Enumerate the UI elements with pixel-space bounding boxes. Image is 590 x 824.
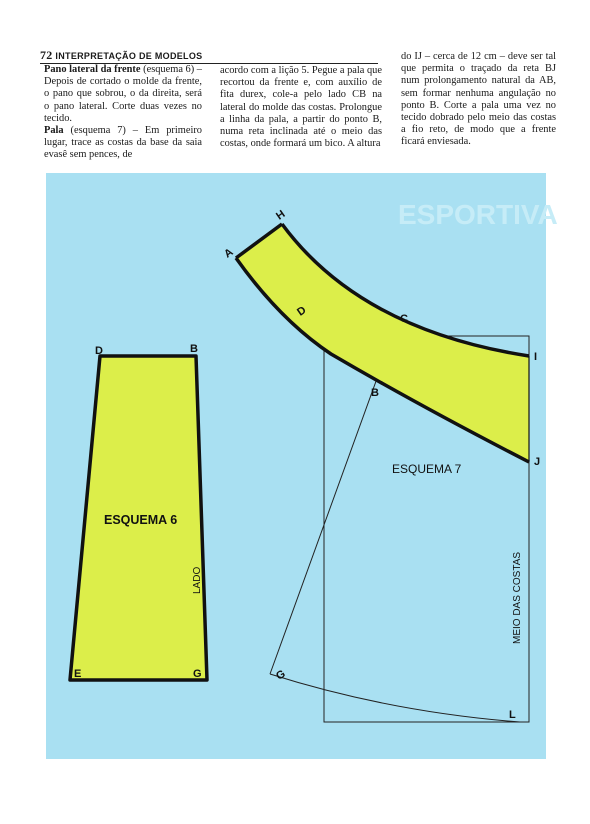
esquema7-point-I: I [534,351,538,363]
esquema7-point-L: L [509,709,516,721]
esquema7-side-label: MEIO DAS COSTAS [512,551,523,644]
esquema6-point-G: G [193,668,202,680]
esquema7-point-B: B [371,387,379,399]
esquema7-point-H: H [274,208,288,223]
esquema6-point-D: D [95,345,103,357]
page-number: 72 [40,48,53,62]
paragraph-title: Pala [44,125,64,137]
esquema6-point-E: E [74,668,82,680]
paragraph-body: (esquema 7) – Em primeiro lugar, trace as costas da base da saia evasê sem pences, de [44,125,202,161]
esquema7-point-A: A [222,246,236,261]
esquema6-point-B: B [190,343,198,355]
esquema7-point-C: C [400,313,408,325]
section-title: INTERPRETAÇÃO DE MODELOS [55,51,203,61]
esquema7-point-D: D [295,304,309,319]
paragraph-body: (esquema 6) – Depois de cortado o molde da frente, o pano que sobrou, o da direita, será o pano lateral. Corte duas vezes no tecido. [44,64,202,124]
esquema7-title: ESQUEMA 7 [392,462,462,476]
esquema7-point-J: J [534,456,541,468]
esquema6-side-label: LADO [192,566,203,594]
watermark-text: ESPORTIVA [398,199,558,230]
paragraph-title: Pano lateral da frente [44,64,141,75]
esquema6-title: ESQUEMA 6 [104,513,178,527]
paragraph-body: acordo com a lição 5. Pegue a pala que recortou da frente e, com auxílio de fita durex, cole-a pelo lado CB na lateral do molde das costas. Prolongue a linha da pala, a partir do ponto B, numa reta inclinada até o meio das costas, onde formará um bico. A altura [220,65,382,150]
paragraph-body: do IJ – cerca de 12 cm – deve ser tal que permita o traçado da reta BJ num prolongamento natural da AB, sem formar nenhuma angulação no ponto B. Corte a pala uma vez no tecido dobrado pelo meio das costas a fio reto, de modo que a frente ficará enviesada. [401,51,556,148]
esquema7-point-G: G [274,667,288,683]
